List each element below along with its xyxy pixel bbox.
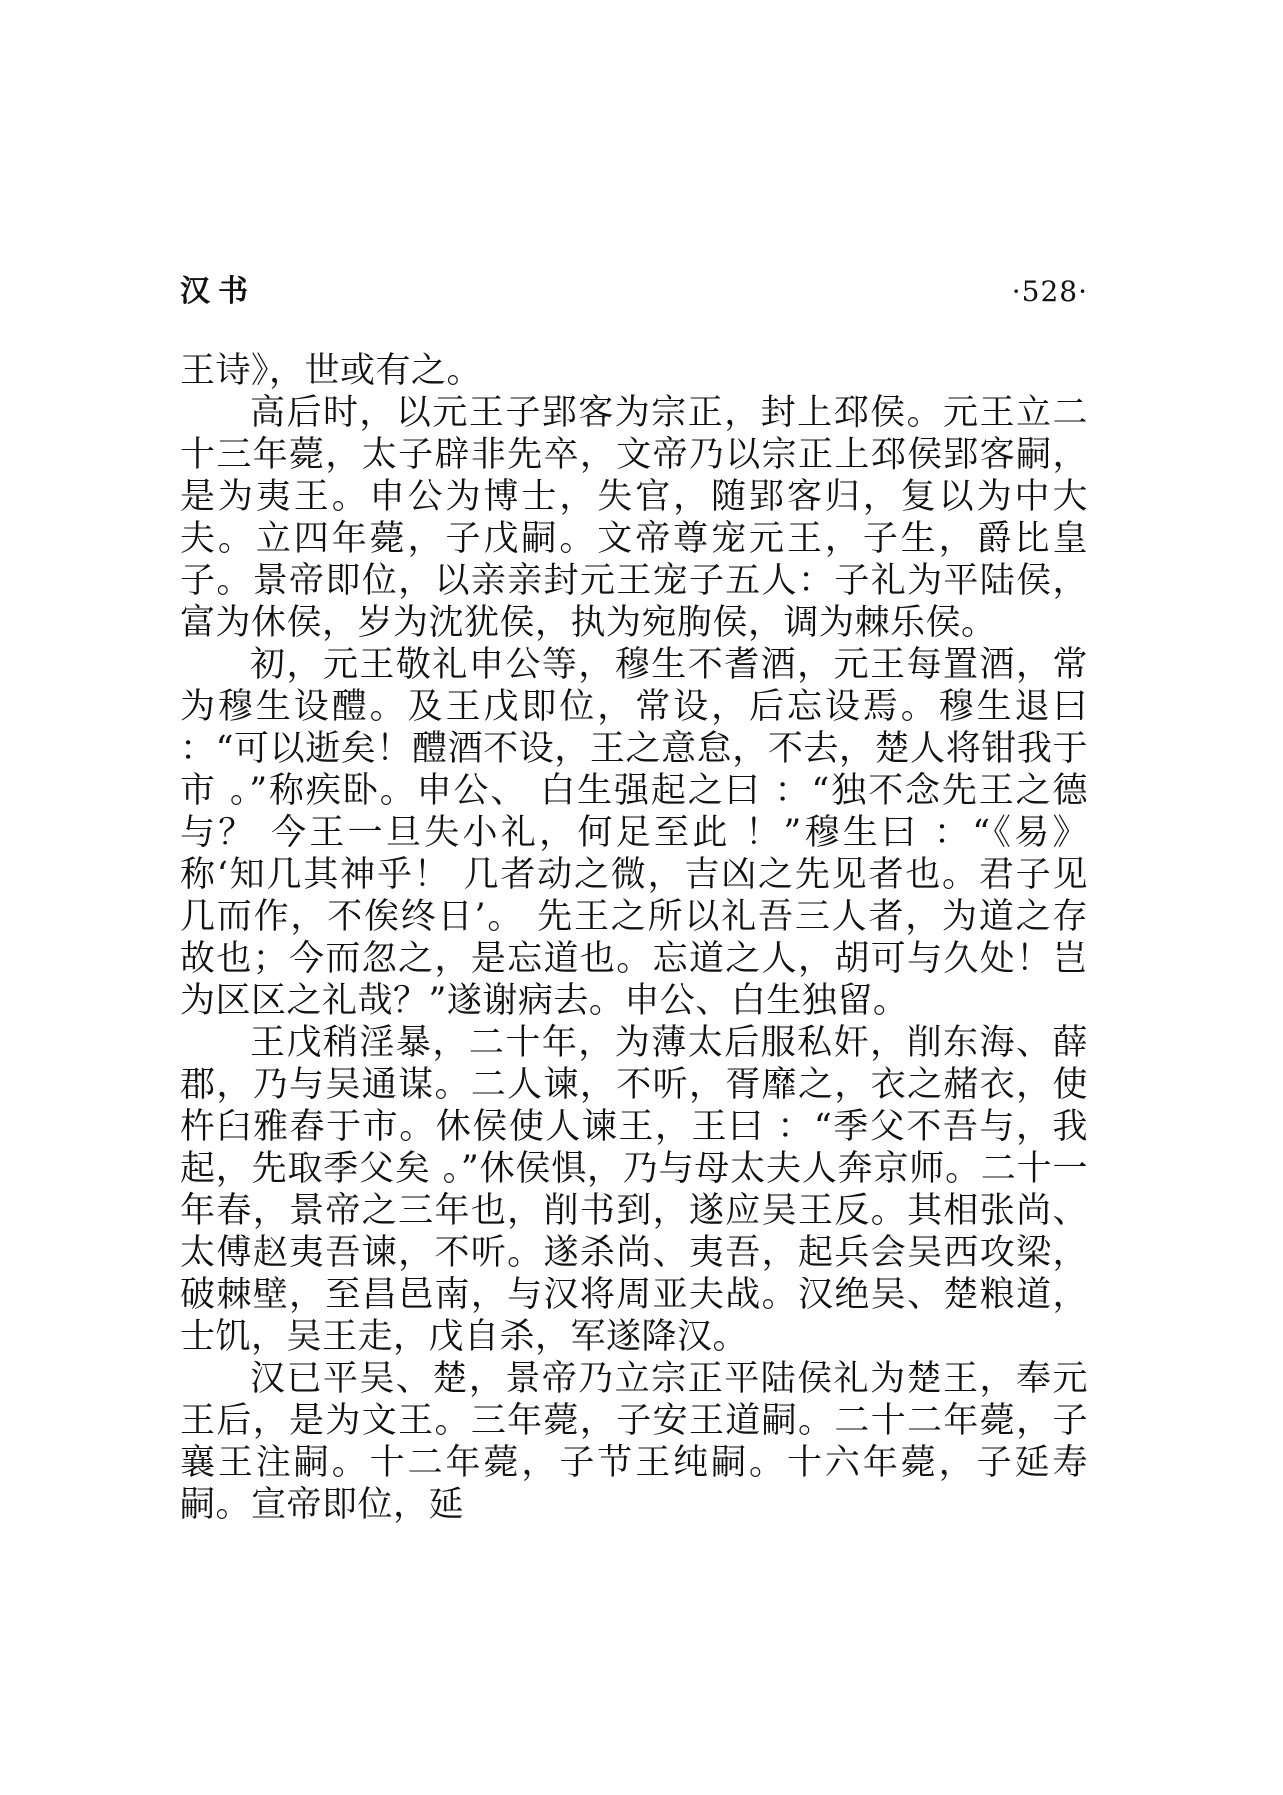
page-number: ·528·: [1011, 275, 1088, 308]
body-text: [180, 350, 1088, 1526]
paragraph-continuation: 王诗》，世或有之。: [180, 351, 483, 391]
book-title: 汉书: [180, 274, 256, 309]
running-head: [180, 268, 1088, 316]
paragraph: 高后时，以元王子郢客为宗正，封上邳侯。元王立二十三年薨，太子辟非先卒，文帝乃以宗正上邳侯郢客嗣，是为夷王。申公为博士，失官，随郢客归，复以为中大夫。立四年薨，子戊嗣。文帝尊宠元王，子生，爵比皇子。景帝即位，以亲亲封元王宠子五人：子礼为平陆侯，富为休侯，岁为沈犹侯，执为宛朐侯，调为棘乐侯。: [180, 393, 1088, 643]
paragraph: 初，元王敬礼申公等，穆生不耆酒，元王每置酒，常为穆生设醴。及王戊即位，常设，后忘设焉。穆生退曰 ：“可以逝矣！醴酒不设，王之意怠，不去，楚人将钳我于市 。”称疾卧。申公、 白生强起之曰 ：“独不念先王之德与？ 今王一旦失小礼，何足至此 ！”穆生曰 ：“《易》称‘知几其神乎！ 几者动之微，吉凶之先见者也。君子见几而作，不俟终日’。 先王之所以礼吾三人者，为道之存故也；今而忽之，是忘道也。忘道之人，胡可与久处！岂为区区之礼哉？”遂谢病去。申公、白生独留。: [180, 645, 1088, 1021]
paragraph: 汉已平吴、楚，景帝乃立宗正平陆侯礼为楚王，奉元王后，是为文王。三年薨，子安王道嗣。二十二年薨，子襄王注嗣。十二年薨，子节王纯嗣。十六年薨，子延寿嗣。宣帝即位，延: [180, 1359, 1088, 1525]
paragraph: 王戊稍淫暴，二十年，为薄太后服私奸，削东海、薛郡，乃与吴通谋。二人谏，不听，胥靡之，衣之赭衣，使杵臼雅舂于市。休侯使人谏王，王曰 ：“季父不吾与，我起，先取季父矣 。”休侯惧，乃与母太夫人奔京师。二十一年春，景帝之三年也，削书到，遂应吴王反。其相张尚、太傅赵夷吾谏，不听。遂杀尚、夷吾，起兵会吴西攻梁，破棘壁，至昌邑南，与汉将周亚夫战。汉绝吴、楚粮道，士饥，吴王走，戊自杀，军遂降汉。: [180, 1023, 1088, 1357]
